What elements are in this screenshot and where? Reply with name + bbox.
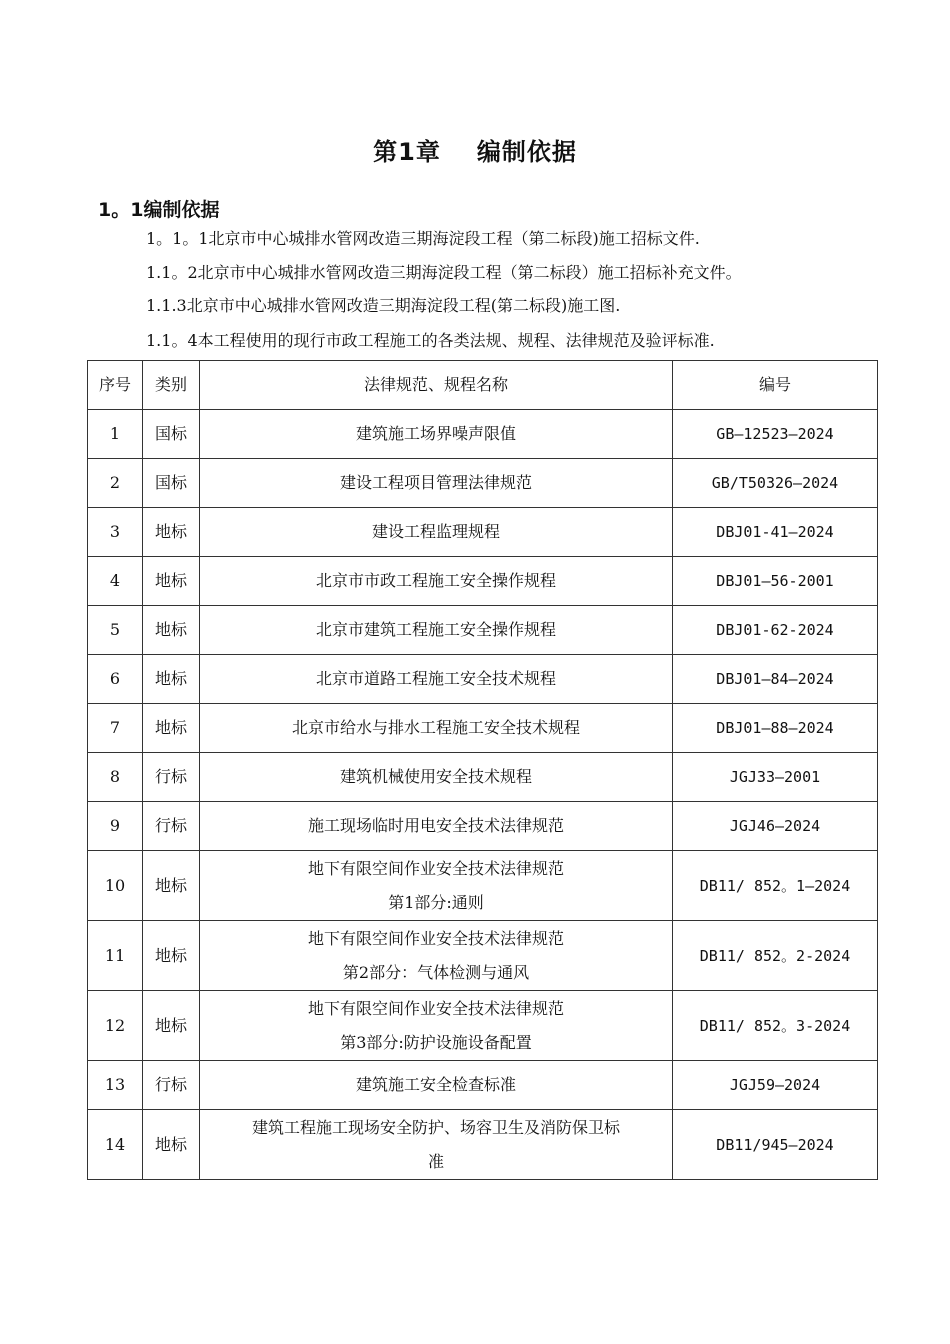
row-number: 3 bbox=[88, 508, 143, 557]
row-category: 国标 bbox=[143, 410, 200, 459]
basis-item: 1。1。1北京市中心城排水管网改造三期海淀段工程（第二标段)施工招标文件. bbox=[146, 229, 700, 248]
header-category: 类别 bbox=[143, 361, 200, 410]
header-no: 序号 bbox=[88, 361, 143, 410]
row-standard-name bbox=[200, 1110, 673, 1180]
standard-name-line: 北京市市政工程施工安全操作规程 bbox=[315, 571, 556, 590]
row-standard-code: JGJ46—2024 bbox=[673, 802, 878, 851]
row-category: 地标 bbox=[143, 606, 200, 655]
row-standard-code: DB11/ 852。2-2024 bbox=[673, 921, 878, 991]
table-row bbox=[88, 921, 878, 991]
table-row bbox=[88, 557, 878, 606]
row-category: 地标 bbox=[143, 1110, 200, 1180]
row-category: 行标 bbox=[143, 802, 200, 851]
row-number: 2 bbox=[88, 459, 143, 508]
table-row bbox=[88, 1061, 878, 1110]
standard-name-line: 北京市道路工程施工安全技术规程 bbox=[315, 669, 556, 688]
chapter-title bbox=[0, 132, 950, 167]
row-number: 6 bbox=[88, 655, 143, 704]
row-standard-code: DBJ01—84—2024 bbox=[673, 655, 878, 704]
standard-name-line: 地下有限空间作业安全技术法律规范 bbox=[307, 998, 564, 1018]
row-number: 14 bbox=[88, 1110, 143, 1180]
table-row bbox=[88, 459, 878, 508]
row-standard-name bbox=[200, 991, 673, 1061]
row-category: 地标 bbox=[143, 508, 200, 557]
standard-name-line: 建筑工程施工现场安全防护、场容卫生及消防保卫标 bbox=[251, 1117, 620, 1137]
standards-table bbox=[87, 360, 878, 1180]
row-standard-name bbox=[200, 655, 673, 704]
chapter-number: 第1章 bbox=[373, 138, 441, 166]
row-standard-code: JGJ33—2001 bbox=[673, 753, 878, 802]
row-category: 行标 bbox=[143, 1061, 200, 1110]
table-row bbox=[88, 802, 878, 851]
section-heading: 1。1编制依据 bbox=[98, 199, 220, 221]
table-body bbox=[88, 410, 878, 1180]
row-standard-code: JGJ59—2024 bbox=[673, 1061, 878, 1110]
table-row bbox=[88, 410, 878, 459]
row-standard-code: DBJ01—88—2024 bbox=[673, 704, 878, 753]
header-code: 编号 bbox=[673, 361, 878, 410]
table-row bbox=[88, 1110, 878, 1180]
row-standard-name bbox=[200, 508, 673, 557]
row-category: 国标 bbox=[143, 459, 200, 508]
row-standard-name bbox=[200, 1061, 673, 1110]
row-number: 1 bbox=[88, 410, 143, 459]
row-standard-name bbox=[200, 459, 673, 508]
row-category: 行标 bbox=[143, 753, 200, 802]
table-header-row bbox=[88, 361, 878, 410]
row-standard-code: DBJ01—56-2001 bbox=[673, 557, 878, 606]
header-name: 法律规范、规程名称 bbox=[200, 361, 673, 410]
row-standard-name bbox=[200, 921, 673, 991]
table-row bbox=[88, 606, 878, 655]
row-number: 4 bbox=[88, 557, 143, 606]
row-standard-name bbox=[200, 802, 673, 851]
row-category: 地标 bbox=[143, 557, 200, 606]
row-standard-code: DB11/945—2024 bbox=[673, 1110, 878, 1180]
row-standard-code: DB11/ 852。1—2024 bbox=[673, 851, 878, 921]
row-standard-name bbox=[200, 851, 673, 921]
standard-name-line: 准 bbox=[427, 1151, 444, 1171]
row-standard-name bbox=[200, 557, 673, 606]
table-row bbox=[88, 753, 878, 802]
table-row bbox=[88, 991, 878, 1061]
standard-name-line: 第2部分：气体检测与通风 bbox=[342, 962, 530, 982]
row-category: 地标 bbox=[143, 921, 200, 991]
standard-name-line: 建设工程监理规程 bbox=[371, 522, 500, 541]
table-row bbox=[88, 704, 878, 753]
row-category: 地标 bbox=[143, 991, 200, 1061]
row-standard-name bbox=[200, 606, 673, 655]
row-number: 11 bbox=[88, 921, 143, 991]
row-standard-code: GB/T50326—2024 bbox=[673, 459, 878, 508]
row-standard-name bbox=[200, 753, 673, 802]
row-category: 地标 bbox=[143, 655, 200, 704]
table-row bbox=[88, 655, 878, 704]
table-row bbox=[88, 851, 878, 921]
basis-item: 1.1。4本工程使用的现行市政工程施工的各类法规、规程、法律规范及验评标准. bbox=[146, 331, 715, 350]
table-row bbox=[88, 508, 878, 557]
standard-name-line: 建筑机械使用安全技术规程 bbox=[339, 767, 532, 786]
standard-name-line: 第1部分:通则 bbox=[388, 892, 484, 912]
standard-name-line: 施工现场临时用电安全技术法律规范 bbox=[307, 816, 564, 835]
basis-item: 1.1.3北京市中心城排水管网改造三期海淀段工程(第二标段)施工图. bbox=[146, 296, 621, 315]
row-number: 12 bbox=[88, 991, 143, 1061]
standard-name-line: 建筑施工安全检查标准 bbox=[355, 1075, 516, 1094]
chapter-name: 编制依据 bbox=[476, 138, 577, 166]
standard-name-line: 第3部分:防护设施设备配置 bbox=[340, 1032, 532, 1052]
row-standard-code: DB11/ 852。3-2024 bbox=[673, 991, 878, 1061]
row-standard-code: DBJ01-62-2024 bbox=[673, 606, 878, 655]
row-standard-name bbox=[200, 704, 673, 753]
row-standard-code: GB—12523—2024 bbox=[673, 410, 878, 459]
row-category: 地标 bbox=[143, 851, 200, 921]
standard-name-line: 北京市建筑工程施工安全操作规程 bbox=[315, 620, 556, 639]
standard-name-line: 建筑施工场界噪声限值 bbox=[355, 424, 516, 443]
standard-name-line: 地下有限空间作业安全技术法律规范 bbox=[307, 928, 564, 948]
row-number: 10 bbox=[88, 851, 143, 921]
row-number: 13 bbox=[88, 1061, 143, 1110]
standard-name-line: 建设工程项目管理法律规范 bbox=[339, 473, 532, 492]
row-standard-code: DBJ01-41—2024 bbox=[673, 508, 878, 557]
row-category: 地标 bbox=[143, 704, 200, 753]
row-number: 5 bbox=[88, 606, 143, 655]
standard-name-line: 北京市给水与排水工程施工安全技术规程 bbox=[291, 718, 580, 737]
row-number: 7 bbox=[88, 704, 143, 753]
standard-name-line: 地下有限空间作业安全技术法律规范 bbox=[307, 858, 564, 878]
row-standard-name bbox=[200, 410, 673, 459]
row-number: 9 bbox=[88, 802, 143, 851]
row-number: 8 bbox=[88, 753, 143, 802]
basis-item: 1.1。2北京市中心城排水管网改造三期海淀段工程（第二标段）施工招标补充文件。 bbox=[146, 263, 742, 282]
